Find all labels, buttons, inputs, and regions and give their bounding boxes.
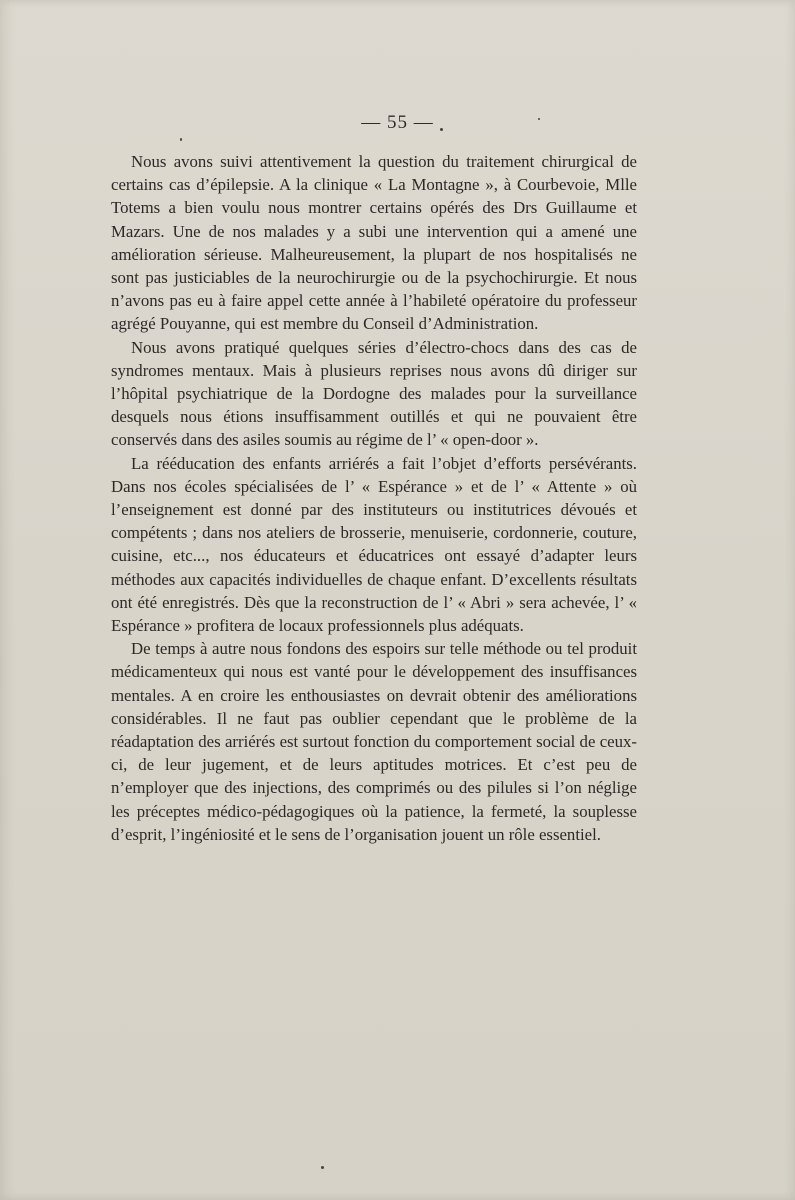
paper-speck — [321, 1166, 324, 1169]
paragraph-surgical-treatment: Nous avons suivi attentivement la question du traitement chirurgical de certains cas d’épilepsie. A la clinique « La Montagne », à Courbevoie, Mlle Totems a bien voulu nous montrer certains opérés des Drs Guillaume et Mazars. Une de nos malades y a subi une intervention qui a amené une amélioration sérieuse. Malheureusement, la plupart de nos hospitalisés ne sont pas justiciables de la neurochirurgie ou de la psychochirurgie. Et nous n’avons pas eu à faire appel cette année à l’habileté opératoire du professeur agrégé Pouyanne, qui est membre du Conseil d’Administration. — [111, 152, 637, 334]
body-text — [111, 150, 637, 846]
paragraph-methods: De temps à autre nous fondons des espoirs sur telle méthode ou tel produit médicamenteux qui nous est vanté pour le développement des insuffisances mentales. A en croire les enthousiastes on devrait obtenir des améliorations considérables. Il ne faut pas oublier cependant que le problème de la réadaptation des arriérés est surtout fonction du comportement social de ceux-ci, de leur jugement, et de leurs aptitudes motrices. Et c’est peu de n’employer que des injections, des comprimés ou des pilules si l’on néglige les préceptes médico-pédagogiques où la patience, la fermeté, la souplesse d’esprit, l’ingéniosité et le sens de l’organisation jouent un rôle essentiel. — [111, 639, 637, 844]
paper-speck — [538, 118, 540, 120]
paper-speck — [440, 128, 443, 131]
page-number: — 55 — — [361, 112, 434, 133]
paragraph-reeducation: La rééducation des enfants arriérés a fait l’objet d’efforts persévérants. Dans nos écoles spécialisées de l’ « Espérance » et de l’ « Attente » où l’enseignement est donné par des instituteurs ou institutrices dévoués et compétents ; dans nos ateliers de brosserie, menuiserie, cordonnerie, couture, cuisine, etc..., nos éducateurs et éducatrices ont essayé d’adapter leurs méthodes aux capacités individuelles de chaque enfant. D’excellents résultats ont été enregistrés. Dès que la reconstruction de l’ « Abri » sera achevée, l’ « Espérance » profitera de locaux professionnels plus adéquats. — [111, 453, 637, 636]
paper-speck — [180, 138, 182, 141]
paragraph-electroshock: Nous avons pratiqué quelques séries d’électro-chocs dans des cas de syndromes mentaux. Mais à plusieurs reprises nous avons dû diriger sur l’hôpital psychiatrique de la Dordogne des malades pour la surveillance desquels nous étions insuffisamment outillés et qui ne pouvaient être conservés dans des asiles soumis au régime de l’ « open-door ». — [111, 337, 637, 450]
